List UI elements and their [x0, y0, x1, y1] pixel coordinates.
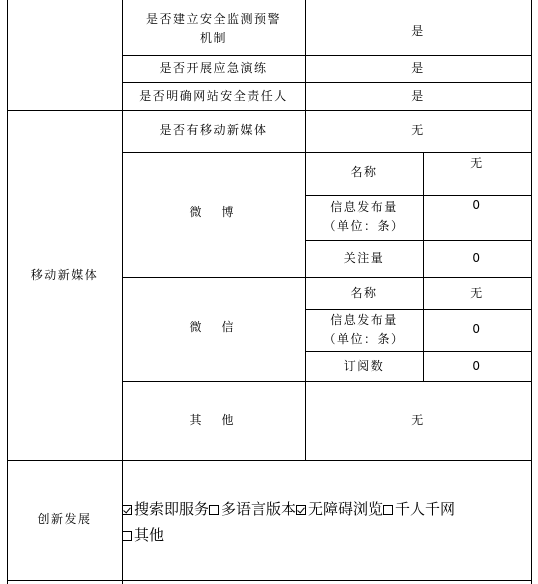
has-media-value: 无 [411, 123, 425, 137]
other-media-value: 无 [411, 413, 425, 427]
security-row-1-label: 是否建立安全监测预警 机制 [145, 12, 281, 45]
weibo-posts-label: 信息发布量 （单位：条） [323, 200, 405, 233]
weibo-followers-value: 0 [472, 251, 482, 265]
option-accessible-browsing: 无障碍浏览 [296, 500, 383, 518]
media-section-label: 移动新媒体 [30, 268, 99, 282]
wechat-subscribers-label: 订阅数 [343, 359, 385, 373]
weibo-name-value: 无 [470, 156, 484, 170]
checkbox-checked-icon [296, 505, 306, 515]
wechat-label: 微 信 [189, 320, 238, 334]
other-media-label: 其 他 [189, 413, 238, 427]
option-other: 其他 [122, 526, 164, 544]
security-row-3-value: 是 [411, 89, 425, 103]
weibo-name-label: 名称 [350, 165, 378, 179]
weibo-followers-label: 关注量 [343, 251, 385, 265]
wechat-name-value: 无 [470, 286, 484, 300]
checkbox-empty-icon [122, 531, 132, 541]
option-personalized-web: 千人千网 [383, 500, 455, 518]
innovation-options [122, 496, 522, 548]
innovation-section-label: 创新发展 [37, 512, 92, 526]
weibo-label: 微 博 [189, 205, 238, 219]
checkbox-empty-icon [383, 505, 393, 515]
option-multilingual: 多语言版本 [209, 500, 296, 518]
weibo-posts-value: 0 [472, 198, 482, 212]
wechat-posts-value: 0 [472, 322, 482, 336]
checkbox-empty-icon [209, 505, 219, 515]
checkbox-checked-icon [122, 505, 132, 515]
security-row-2-value: 是 [411, 61, 425, 75]
has-media-label: 是否有移动新媒体 [159, 123, 268, 137]
security-row-3-label: 是否明确网站安全责任人 [139, 89, 288, 103]
security-row-1-value: 是 [411, 24, 425, 38]
wechat-posts-label: 信息发布量 （单位：条） [323, 313, 405, 346]
wechat-subscribers-value: 0 [472, 359, 482, 373]
security-row-2-label: 是否开展应急演练 [159, 61, 268, 75]
option-search-as-service: 搜索即服务 [122, 500, 209, 518]
wechat-name-label: 名称 [350, 286, 378, 300]
